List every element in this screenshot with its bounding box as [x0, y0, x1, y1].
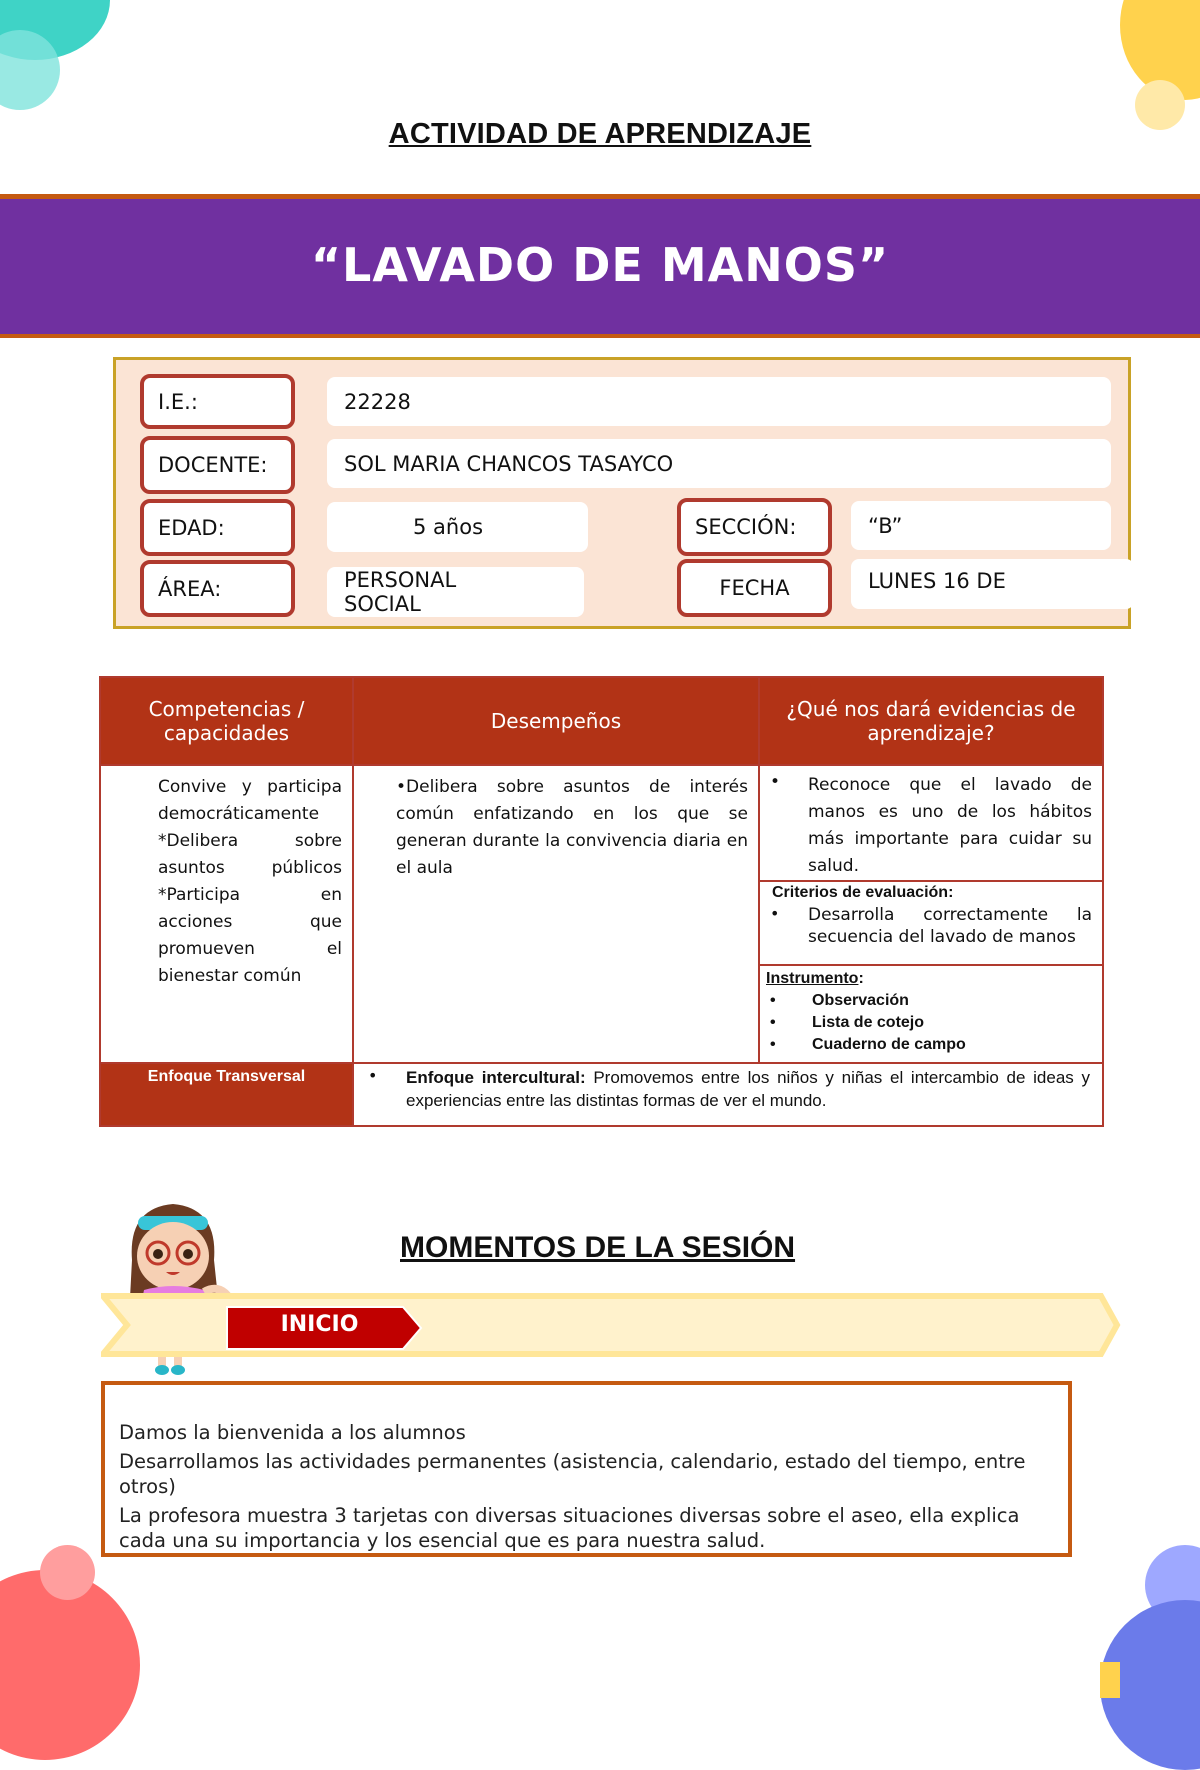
list-item: • Observación: [766, 990, 1092, 1012]
instrumento-title: Instrumento:: [766, 970, 864, 987]
bullet-icon: •: [770, 1036, 776, 1053]
criterios-item: Desarrolla correctamente la secuencia del lavado de manos: [808, 905, 1092, 947]
list-item: • Cuaderno de campo: [766, 1034, 1092, 1056]
inicio-line: Damos la bienvenida a los alumnos: [119, 1421, 466, 1444]
enfoque-cell: [353, 1063, 1103, 1126]
competencias-cell: [100, 765, 353, 1063]
ie-value: 22228: [327, 377, 1111, 426]
edad-value: 5 años: [327, 502, 588, 552]
inicio-line: Desarrollamos las actividades permanentes (asistencia, calendario, estado del tiempo, entre otros): [119, 1450, 1026, 1498]
inicio-line: La profesora muestra 3 tarjetas con diversas situaciones diversas sobre el aseo, ella explica cada una su importancia y los esencial que es para nuestra salud.: [119, 1504, 1020, 1552]
enfoque-text: Enfoque intercultural: Promovemos entre los niños y niñas el intercambio de ideas y experiencias entre las distintas formas de ver el mundo.: [406, 1068, 1090, 1110]
area-label: ÁREA:: [140, 560, 295, 617]
desempenos-text: •Delibera sobre asuntos de interés común enfatizando en los que se generan durante la convivencia diaria en el aula: [396, 777, 748, 878]
list-item: • Lista de cotejo: [766, 1012, 1092, 1034]
activity-title: “LAVADO DE MANOS”: [310, 238, 890, 292]
header-evidencias: ¿Qué nos dará evidencias de aprendizaje?: [759, 677, 1103, 765]
bullet-icon: •: [770, 992, 776, 1009]
docente-label: DOCENTE:: [140, 436, 295, 494]
bullet-icon: •: [770, 1014, 776, 1031]
fecha-label: FECHA: [677, 559, 832, 617]
instrumento-cell: [759, 965, 1103, 1063]
edad-label: EDAD:: [140, 499, 295, 556]
competencias-table: [99, 676, 1104, 1127]
docente-value: SOL MARIA CHANCOS TASAYCO: [327, 439, 1111, 488]
ie-label: I.E.:: [140, 374, 295, 429]
instrumento-list: [766, 990, 1092, 1056]
inicio-label: INICIO: [280, 1312, 359, 1337]
competencias-text: Convive y participa democráticamente *Delibera sobre asuntos públicos *Participa en acciones que promueven el bienestar común: [158, 777, 342, 986]
bullet-icon: •: [770, 772, 781, 792]
evidencia-cell: [759, 765, 1103, 881]
evidencia-text: Reconoce que el lavado de manos es uno de los hábitos más importante para cuidar su salud.: [808, 775, 1092, 876]
enfoque-label-cell: [100, 1063, 353, 1126]
document-title: ACTIVIDAD DE APRENDIZAJE: [388, 118, 812, 150]
criterios-cell: [759, 881, 1103, 965]
bullet-icon: •: [770, 904, 780, 923]
area-value: PERSONAL SOCIAL: [327, 567, 507, 617]
inicio-content-box: [101, 1381, 1072, 1557]
header-desempenos: Desempeños: [353, 677, 759, 765]
moments-title: MOMENTOS DE LA SESIÓN: [400, 1231, 796, 1264]
desempenos-cell: [353, 765, 759, 1063]
bullet-icon: •: [368, 1066, 378, 1085]
header-competencias: Competencias / capacidades: [100, 677, 353, 765]
criterios-title: Criterios de evaluación:: [772, 884, 954, 901]
seccion-label: SECCIÓN:: [677, 498, 832, 556]
enfoque-label: Enfoque Transversal: [147, 1068, 306, 1085]
fecha-value: LUNES 16 DE: [851, 559, 1134, 609]
seccion-value: “B”: [851, 501, 1111, 550]
